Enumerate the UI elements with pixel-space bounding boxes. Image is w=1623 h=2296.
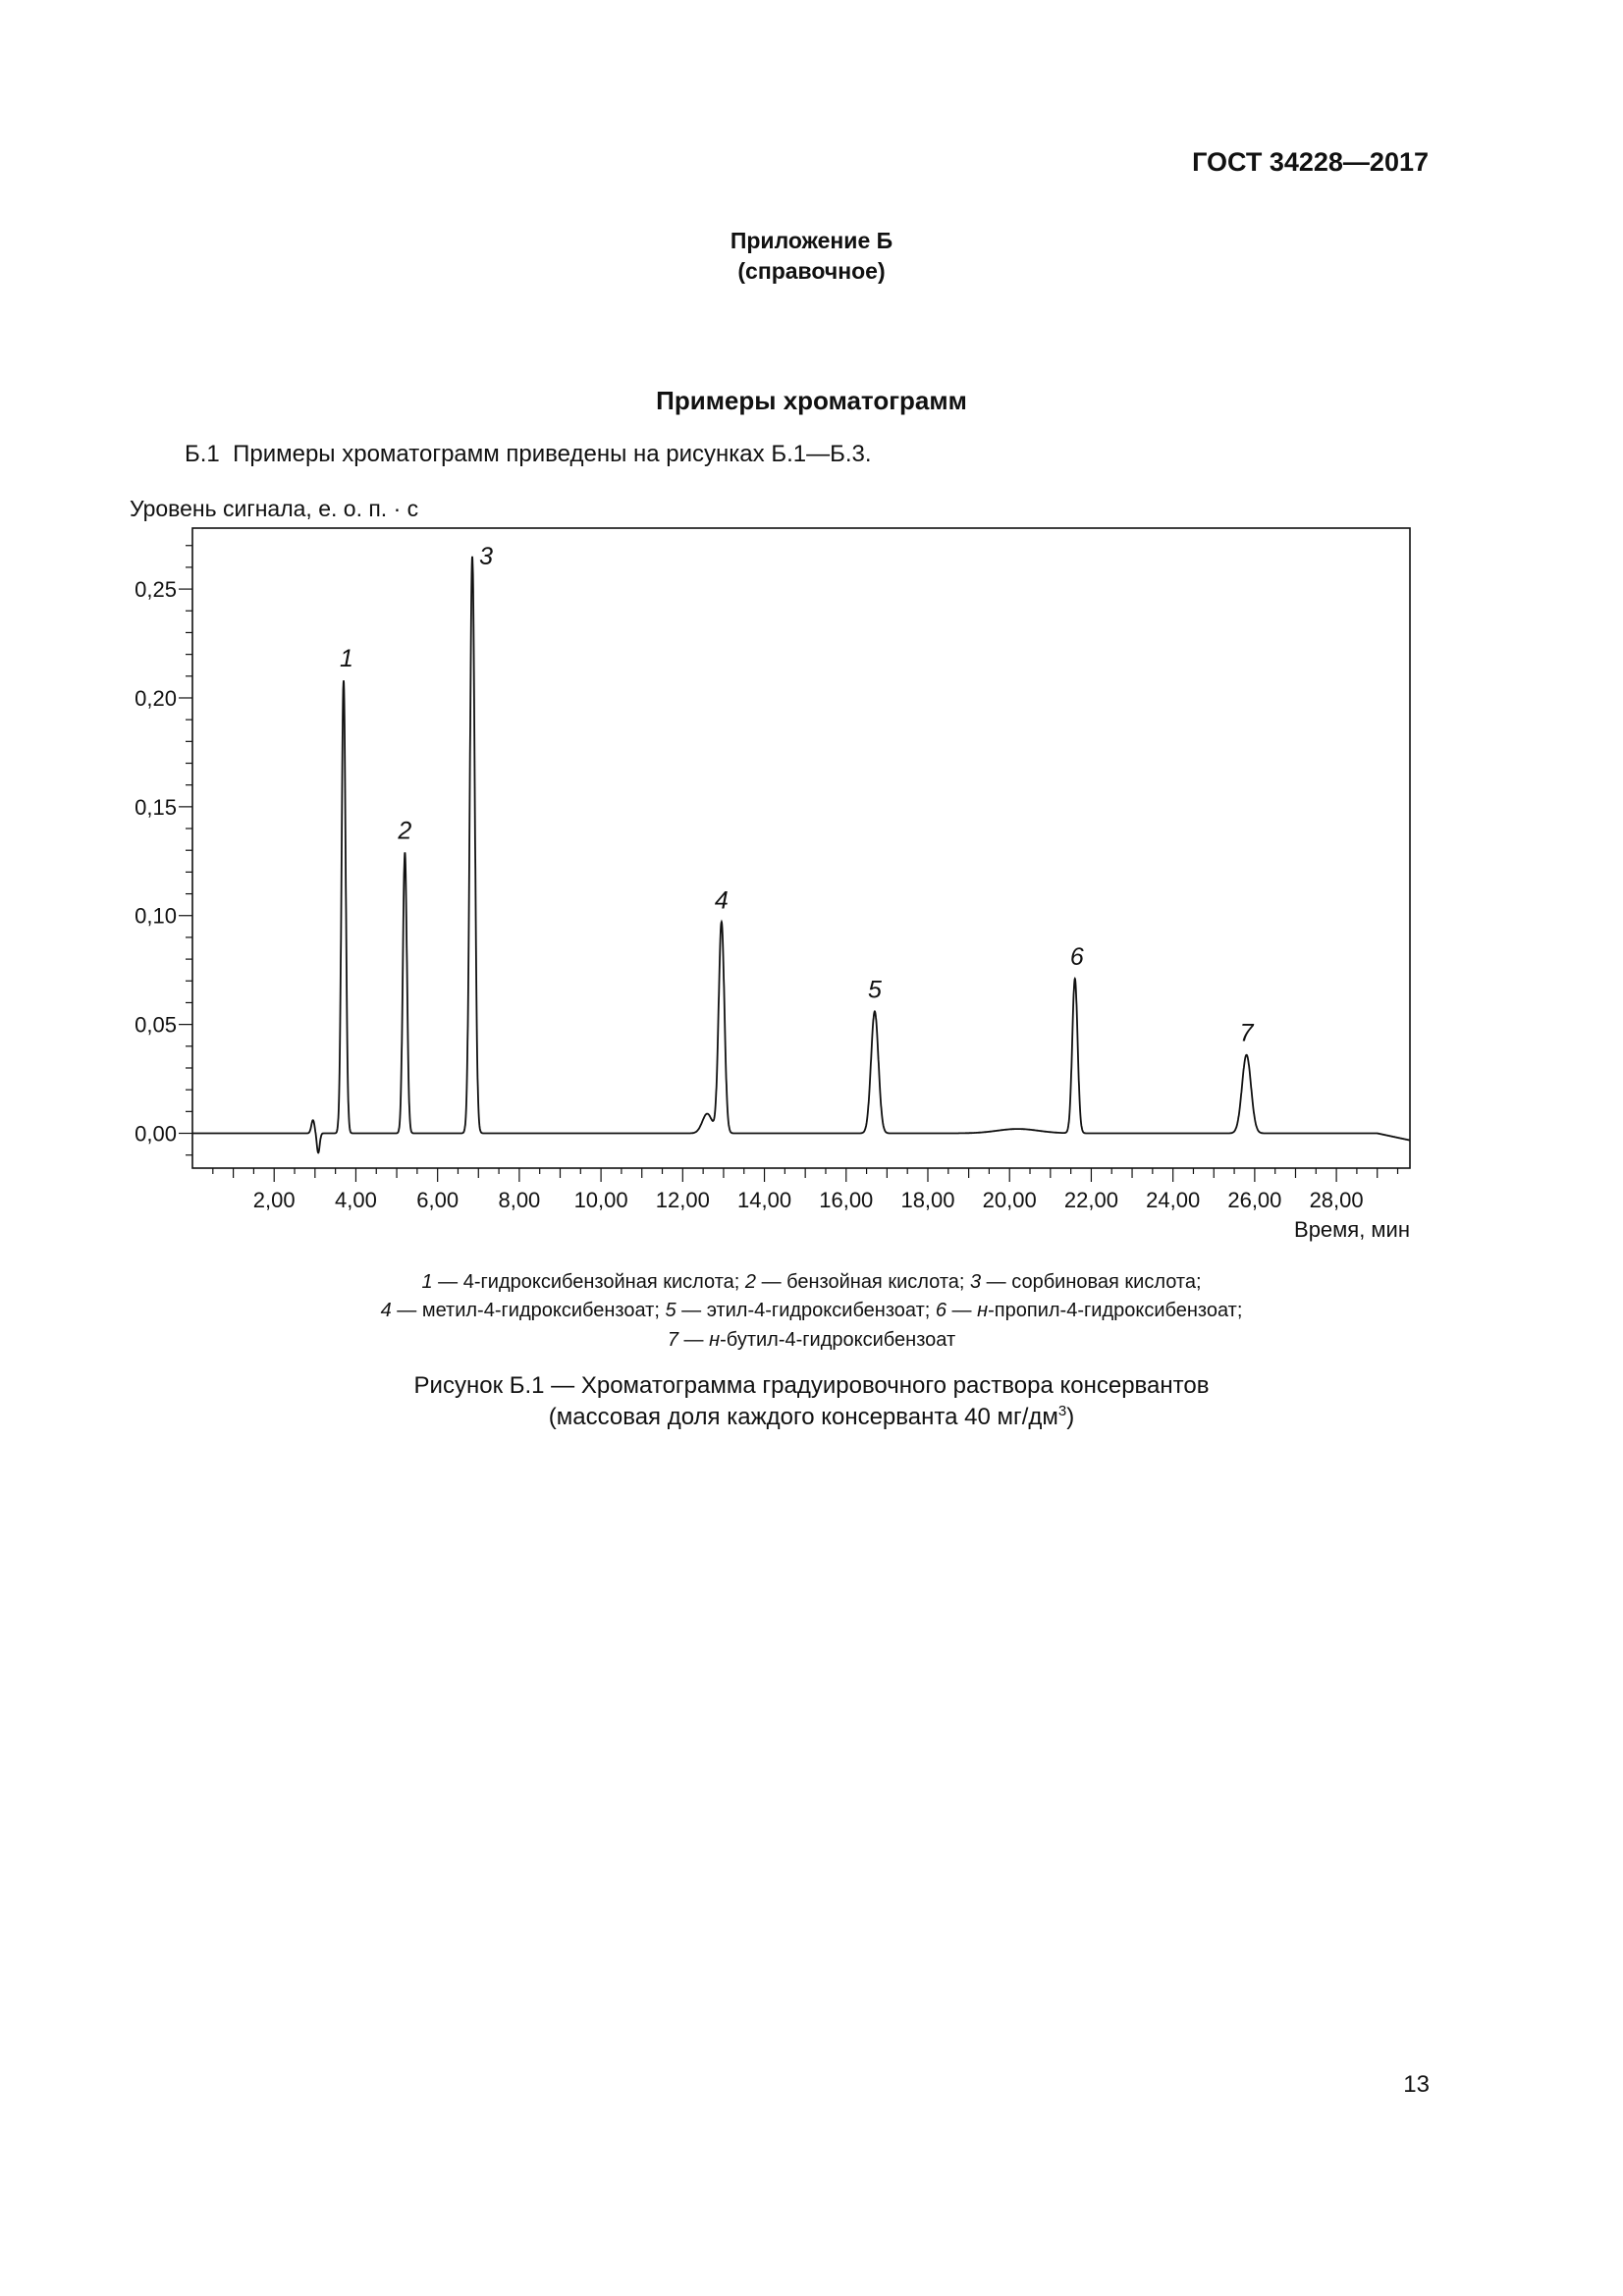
legend-text-rest: -бутил-4-гидроксибензоат xyxy=(720,1329,956,1351)
x-tick-label: 24,00 xyxy=(1146,1188,1201,1212)
legend-text-rest: -пропил-4-гидроксибензоат; xyxy=(988,1300,1243,1321)
x-tick-label: 8,00 xyxy=(498,1188,541,1212)
figure-caption-line-2 xyxy=(0,1403,1623,1431)
y-tick-label: 0,20 xyxy=(135,685,177,711)
x-tick-label: 16,00 xyxy=(819,1188,874,1212)
x-tick-label: 12,00 xyxy=(655,1188,710,1212)
x-tick-label: 6,00 xyxy=(416,1188,460,1212)
legend-number: 2 xyxy=(744,1271,757,1293)
legend-number: 3 xyxy=(970,1271,982,1293)
x-tick-label: 22,00 xyxy=(1063,1188,1118,1212)
standard-number: ГОСТ 34228—2017 xyxy=(1192,147,1429,177)
plot-frame xyxy=(192,528,1410,1168)
section-title: Примеры хроматограмм xyxy=(656,386,967,415)
annex-title: Приложение Б xyxy=(730,228,893,253)
legend-text: — метил-4-гидроксибензоат; xyxy=(391,1300,666,1321)
legend-text: — сорбиновая кислота; xyxy=(981,1271,1202,1293)
peak-label-4: 4 xyxy=(714,886,729,915)
paragraph-number: Б.1 xyxy=(185,441,220,467)
x-tick-label: 14,00 xyxy=(737,1188,792,1212)
peak-label-5: 5 xyxy=(867,976,882,1004)
x-tick-label: 10,00 xyxy=(573,1188,628,1212)
x-tick-label: 26,00 xyxy=(1227,1188,1282,1212)
x-tick-label: 2,00 xyxy=(252,1188,296,1212)
x-tick-label: 20,00 xyxy=(982,1188,1037,1212)
x-tick-label: 4,00 xyxy=(335,1188,377,1212)
legend-number: 4 xyxy=(380,1300,392,1321)
y-axis-label: Уровень сигнала, е. о. п. · с xyxy=(130,496,419,521)
peak-label-7: 7 xyxy=(1239,1019,1254,1047)
y-tick-label: 0,25 xyxy=(135,577,177,603)
legend-italic-prefix: н xyxy=(977,1300,989,1321)
legend-number: 1 xyxy=(421,1271,433,1293)
paragraph-text: Примеры хроматограмм приведены на рисунках Б.1—Б.3. xyxy=(233,441,872,467)
caption-superscript: 3 xyxy=(1057,1403,1067,1419)
legend-text: — xyxy=(947,1300,978,1321)
y-tick-label: 0,15 xyxy=(135,794,177,820)
legend-number: 6 xyxy=(935,1300,947,1321)
legend-line-3 xyxy=(0,1329,1623,1352)
x-tick-label: 18,00 xyxy=(900,1188,955,1212)
legend-number: 7 xyxy=(667,1329,678,1351)
peak-label-6: 6 xyxy=(1069,943,1084,972)
legend-text: — 4-гидроксибензойная кислота; xyxy=(432,1271,745,1293)
legend-line-1 xyxy=(0,1271,1623,1294)
y-tick-label: 0,00 xyxy=(135,1121,177,1147)
annex-type: (справочное) xyxy=(737,258,886,284)
legend-text: — бензойная кислота; xyxy=(756,1271,970,1293)
peak-label-1: 1 xyxy=(340,645,353,673)
peak-label-2: 2 xyxy=(398,817,412,845)
legend-line-2 xyxy=(0,1300,1623,1322)
y-tick-label: 0,05 xyxy=(135,1012,177,1038)
legend-text: — этил-4-гидроксибензоат; xyxy=(676,1300,936,1321)
x-tick-label: 28,00 xyxy=(1309,1188,1364,1212)
legend-italic-prefix: н xyxy=(709,1329,721,1351)
page-number: 13 xyxy=(1403,2071,1430,2098)
caption-text: (массовая доля каждого консерванта 40 мг/дм xyxy=(548,1404,1058,1430)
legend-text: — xyxy=(678,1329,710,1351)
legend-number: 5 xyxy=(665,1300,676,1321)
caption-end: ) xyxy=(1066,1404,1075,1430)
y-tick-label: 0,10 xyxy=(135,903,177,929)
chromatogram-trace xyxy=(192,557,1410,1153)
x-axis-label: Время, мин xyxy=(1294,1217,1410,1242)
peak-label-3: 3 xyxy=(479,542,493,570)
figure-caption-line-1: Рисунок Б.1 — Хроматограмма градуировочного раствора консервантов xyxy=(413,1372,1210,1399)
